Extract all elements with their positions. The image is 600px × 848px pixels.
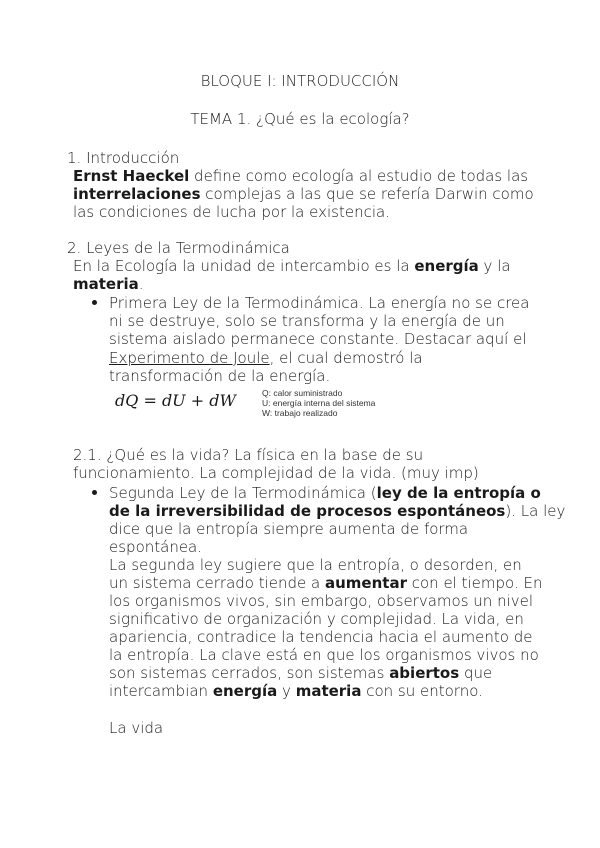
- first-law-line-3: sistema aislado permanece constante. Destacar aquí el: [109, 330, 527, 348]
- author-name: Ernst Haeckel: [73, 167, 190, 185]
- keyword-interrelaciones: interrelaciones: [73, 185, 201, 203]
- paragraph-line-7: son sistemas cerrados, son sistemas abiertos que: [109, 664, 493, 682]
- section-1-heading: 1. Introducción: [67, 149, 180, 167]
- section-2-heading: 2. Leyes de la Termodinámica: [67, 239, 290, 257]
- bullet-second-law: [92, 490, 97, 495]
- first-law-line-1: Primera Ley de la Termodinámica. La energía no se crea: [109, 294, 530, 312]
- formula-legend-w: W: trabajo realizado: [262, 408, 338, 418]
- paragraph-line-4: significativo de organización y complejidad. La vida, en: [109, 610, 524, 628]
- section-2-1-heading-line-2: funcionamiento. La complejidad de la vida. (muy imp): [73, 464, 479, 482]
- formula-legend-u: U: energía interna del sistema: [262, 398, 376, 408]
- second-law-line-4: espontánea.: [109, 538, 203, 556]
- paragraph-line-8: intercambian energía y materia con su entorno.: [109, 682, 483, 700]
- paragraph-line-3: los organismos vivos, sin embargo, observamos un nivel: [109, 592, 534, 610]
- section-2-1-heading-line-1: 2.1. ¿Qué es la vida? La física en la base de su: [73, 446, 424, 464]
- second-law-line-1: Segunda Ley de la Termodinámica (ley de la entropía o: [109, 484, 541, 502]
- section-2-intro-line-2: materia.: [73, 275, 144, 293]
- paragraph-line-6: la entropía. La clave está en que los organismos vivos no: [109, 646, 539, 664]
- bullet-first-law: [92, 300, 97, 305]
- section-1-line-3: las condiciones de lucha por la existencia.: [73, 203, 390, 221]
- paragraph-line-2: un sistema cerrado tiende a aumentar con el tiempo. En: [109, 574, 543, 592]
- block-title: BLOQUE I: INTRODUCCIÓN: [200, 72, 400, 90]
- joule-experiment-link[interactable]: Experimento de Joule: [109, 349, 270, 367]
- second-law-line-2: de la irreversibilidad de procesos espontáneos). La ley: [109, 502, 566, 520]
- paragraph-line-1: La segunda ley sugiere que la entropía, o desorden, en: [109, 556, 522, 574]
- first-law-line-5: transformación de la energía.: [109, 367, 331, 385]
- section-1-line-2: interrelaciones complejas a las que se refería Darwin como: [73, 185, 534, 203]
- closing-line: La vida: [109, 719, 164, 737]
- first-law-formula: dQ = dU + dW: [115, 391, 236, 410]
- second-law-line-3: dice que la entropía siempre aumenta de forma: [109, 520, 469, 538]
- first-law-line-4: Experimento de Joule, el cual demostró la: [109, 349, 423, 367]
- section-1-line-1: Ernst Haeckel define como ecología al estudio de todas las: [73, 167, 529, 185]
- formula-legend-q: Q: calor suministrado: [262, 388, 343, 398]
- first-law-line-2: ni se destruye, solo se transforma y la energía de un: [109, 312, 505, 330]
- paragraph-line-5: apariencia, contradice la tendencia hacia el aumento de: [109, 628, 533, 646]
- section-2-intro-line-1: En la Ecología la unidad de intercambio es la energía y la: [73, 257, 511, 275]
- topic-title: TEMA 1. ¿Qué es la ecología?: [190, 110, 410, 128]
